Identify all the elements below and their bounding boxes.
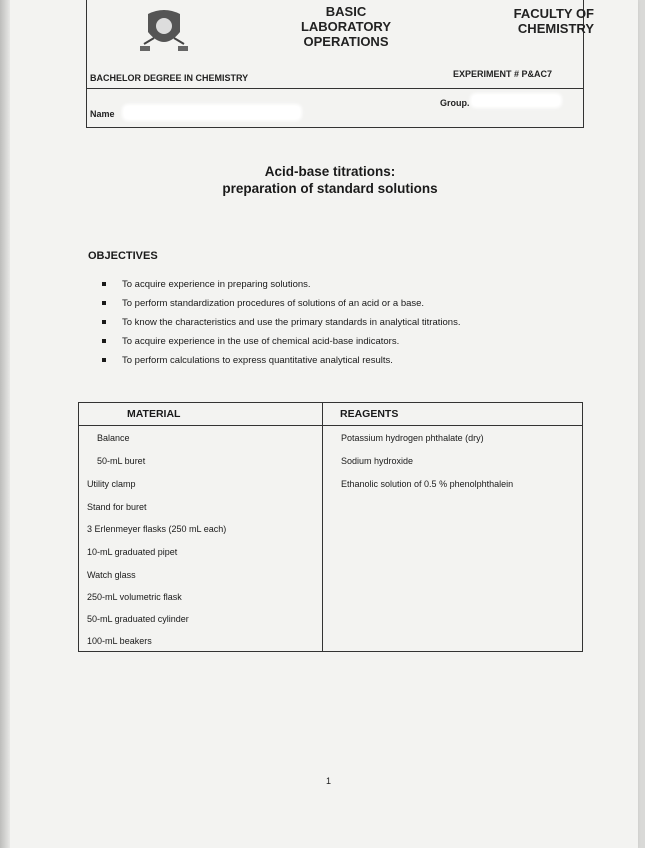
reagents-column-header: REAGENTS (340, 408, 399, 420)
material-item: Balance (97, 433, 130, 443)
course-title-line-2: LABORATORY (300, 19, 392, 34)
faculty-line-2: CHEMISTRY (517, 21, 594, 36)
objective-item: To perform calculations to express quantitative analytical results. (100, 355, 460, 374)
name-label: Name (90, 109, 115, 119)
experiment-number: EXPERIMENT # P&AC7 (453, 69, 553, 79)
title-line-2: preparation of standard solutions (222, 181, 438, 196)
material-column-header: MATERIAL (127, 408, 181, 420)
reagent-item: Sodium hydroxide (341, 456, 414, 466)
material-item: Watch glass (87, 570, 136, 580)
document-page (10, 0, 638, 848)
table-header-divider (79, 425, 582, 426)
header-divider-1 (86, 88, 584, 89)
experiment-title (215, 163, 445, 197)
group-label: Group. (440, 98, 470, 108)
course-title-line-1: BASIC (325, 4, 367, 19)
title-line-1: Acid-base titrations: (264, 164, 396, 179)
material-item: 10-mL graduated pipet (87, 547, 178, 557)
course-title (298, 4, 394, 49)
material-item: Stand for buret (87, 502, 147, 512)
objective-item: To acquire experience in preparing solutions. (100, 279, 460, 298)
name-redaction (124, 106, 300, 119)
header-divider-2 (86, 127, 584, 128)
material-item: 50-mL buret (97, 456, 146, 466)
university-crest-logo (140, 8, 188, 52)
reagent-item: Potassium hydrogen phthalate (dry) (341, 433, 484, 443)
materials-reagents-table (78, 402, 583, 652)
objectives-heading: OBJECTIVES (88, 250, 158, 262)
material-item: Utility clamp (87, 479, 136, 489)
material-item: 250-mL volumetric flask (87, 592, 182, 602)
objectives-list (100, 279, 460, 374)
group-redaction (472, 95, 560, 106)
header-left-border (86, 0, 87, 128)
degree-label: BACHELOR DEGREE IN CHEMISTRY (90, 73, 249, 83)
material-item: 100-mL beakers (87, 636, 152, 646)
objective-item: To know the characteristics and use the primary standards in analytical titrations. (100, 317, 460, 336)
faculty-line-1: FACULTY OF (513, 6, 594, 21)
reagent-item: Ethanolic solution of 0.5 % phenolphthalein (341, 479, 514, 489)
faculty-name (484, 6, 594, 36)
objective-item: To perform standardization procedures of solutions of an acid or a base. (100, 298, 460, 317)
material-item: 50-mL graduated cylinder (87, 614, 189, 624)
objective-item: To acquire experience in the use of chemical acid-base indicators. (100, 336, 460, 355)
material-item: 3 Erlenmeyer flasks (250 mL each) (87, 524, 227, 534)
table-column-divider (322, 403, 323, 651)
course-title-line-3: OPERATIONS (303, 34, 389, 49)
page-number: 1 (326, 776, 332, 786)
